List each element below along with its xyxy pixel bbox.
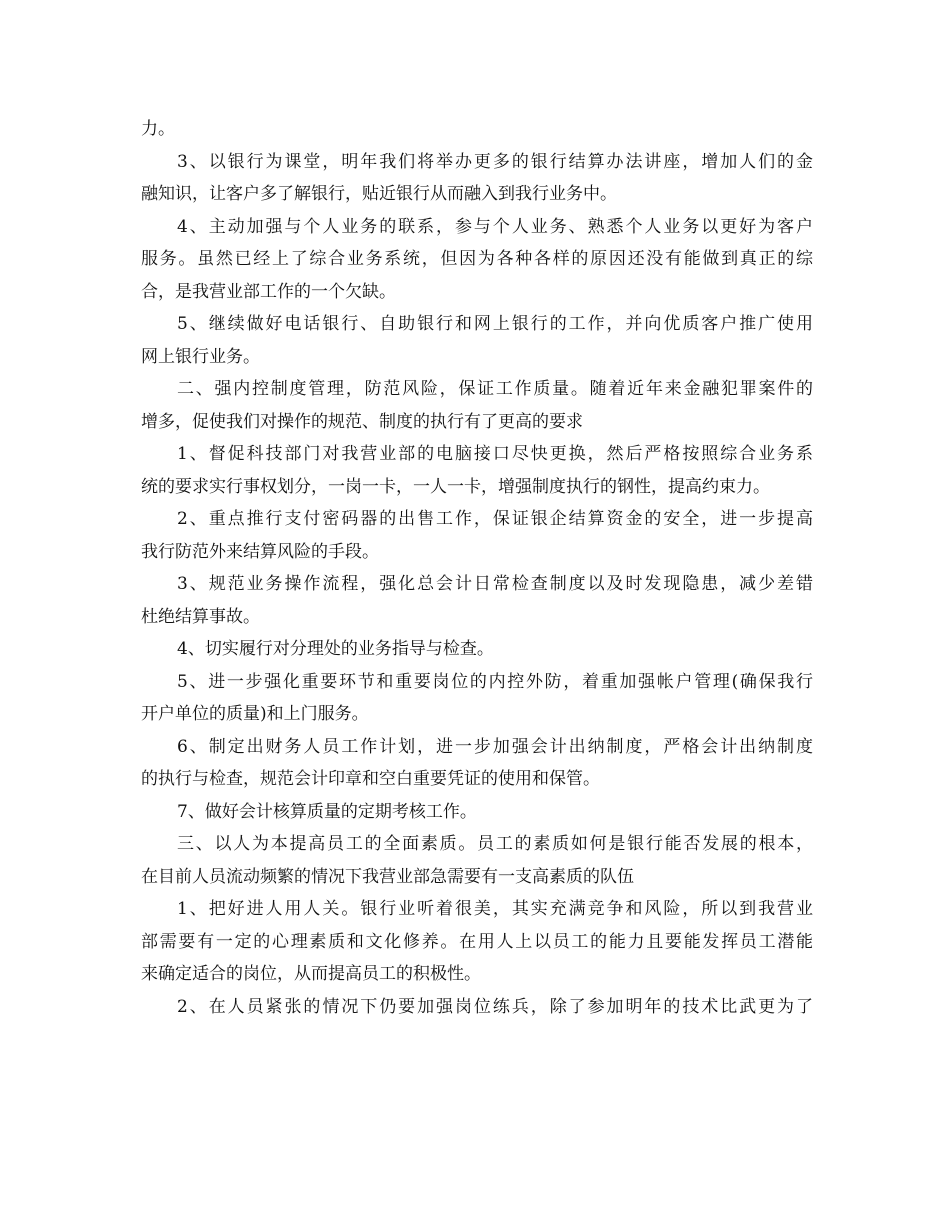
text-line: 7、做好会计核算质量的定期考核工作。 xyxy=(177,801,477,822)
text-line: 6、制定出财务人员工作计划，进一步加强会计出纳制度，严格会计出纳制度 xyxy=(177,736,813,757)
text-line: 二、强内控制度管理，防范风险，保证工作质量。随着近年来金融犯罪案件的 xyxy=(177,379,813,399)
text-line: 4、切实履行对分理处的业务指导与检查。 xyxy=(177,639,494,659)
text-line: 增多，促使我们对操作的规范、制度的执行有了更高的要求 xyxy=(141,411,583,432)
text-line: 三、以人为本提高员工的全面素质。员工的素质如何是银行能否发展的根本， xyxy=(177,834,813,854)
text-line: 1、督促科技部门对我营业部的电脑接口尽快更换，然后严格按照综合业务系 xyxy=(177,444,813,464)
text-line: 合，是我营业部工作的一个欠缺。 xyxy=(141,281,396,302)
text-line: 统的要求实行事权划分，一岗一卡，一人一卡，增强制度执行的钢性，提高约束力。 xyxy=(141,476,770,497)
text-line: 融知识，让客户多了解银行，贴近银行从而融入到我行业务中。 xyxy=(141,184,617,204)
text-line: 的执行与检查，规范会计印章和空白重要凭证的使用和保管。 xyxy=(141,769,600,789)
text-line: 部需要有一定的心理素质和文化修养。在用人上以员工的能力且要能发挥员工潜能 xyxy=(141,931,813,952)
text-line: 3、以银行为课堂，明年我们将举办更多的银行结算办法讲座，增加人们的金 xyxy=(177,151,813,172)
text-line: 杜绝结算事故。 xyxy=(141,606,260,627)
text-line: 开户单位的质量)和上门服务。 xyxy=(141,704,369,724)
text-line: 来确定适合的岗位，从而提高员工的积极性。 xyxy=(141,964,481,984)
text-line: 5、进一步强化重要环节和重要岗位的内控外防，着重加强帐户管理(确保我行 xyxy=(177,671,813,692)
text-line: 1、把好进人用人关。银行业听着很美，其实充满竞争和风险，所以到我营业 xyxy=(177,899,813,919)
document-body xyxy=(141,113,813,1023)
text-line: 2、在人员紧张的情况下仍要加强岗位练兵，除了参加明年的技术比武更为了 xyxy=(177,996,813,1017)
text-line: 在目前人员流动频繁的情况下我营业部急需要有一支高素质的队伍 xyxy=(141,866,634,887)
text-line: 4、主动加强与个人业务的联系，参与个人业务、熟悉个人业务以更好为客户 xyxy=(177,216,813,237)
text-line: 力。 xyxy=(141,119,175,139)
text-line: 2、重点推行支付密码器的出售工作，保证银企结算资金的安全，进一步提高 xyxy=(177,509,813,529)
text-line: 我行防范外来结算风险的手段。 xyxy=(141,541,379,562)
text-line: 3、规范业务操作流程，强化总会计日常检查制度以及时发现隐患，减少差错 xyxy=(177,574,813,594)
text-line: 5、继续做好电话银行、自助银行和网上银行的工作，并向优质客户推广使用 xyxy=(177,314,813,334)
text-line: 网上银行业务。 xyxy=(141,346,260,367)
text-line: 服务。虽然已经上了综合业务系统，但因为各种各样的原因还没有能做到真正的综 xyxy=(141,249,813,269)
